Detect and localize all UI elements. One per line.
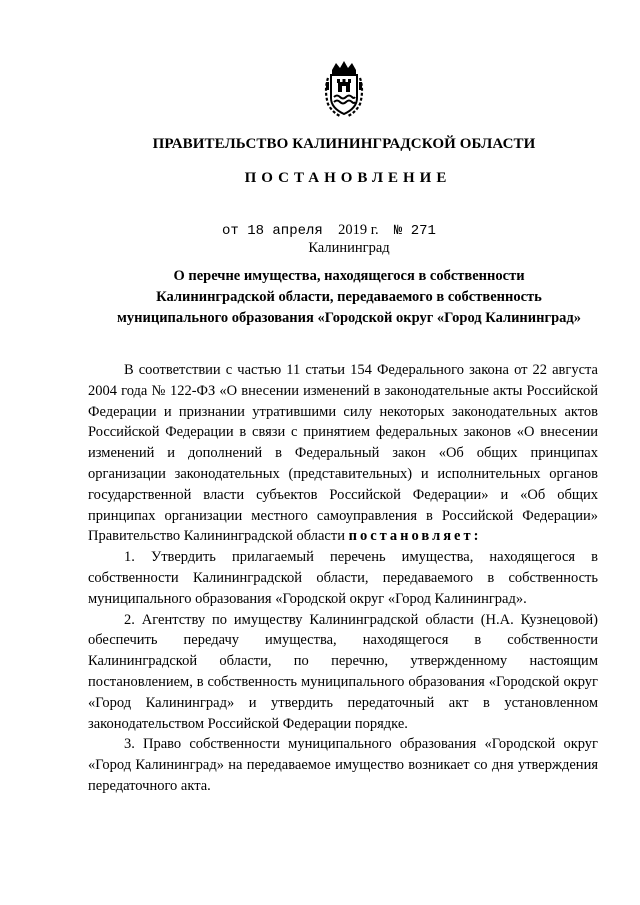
document-city: Калининград (308, 240, 390, 256)
subject-line: О перечне имущества, находящегося в собственности (173, 268, 525, 284)
item-paragraph-1: 1. Утвердить прилагаемый перечень имущества, находящегося в собственности Калининградской области, передаваемого в собственность муниципального образования «Городской округ «Город Калининград». (88, 549, 598, 607)
document-date-number (222, 222, 436, 239)
document-year: 2019 г. (338, 222, 379, 238)
item-paragraph-2: 2. Агентству по имуществу Калининградской области (Н.А. Кузнецовой) обеспечить передачу имущества, находящегося в собственности Калининградской области, по перечню, утвержденному настоящим постановлением, в собственность муниципального образования «Городской округ «Город Калининград» и утвердить передаточный акт в установленном законодательством Российской Федерации порядке. (88, 611, 598, 732)
document-subject (0, 266, 640, 329)
subject-line: Калининградской области, передаваемого в собственность (156, 289, 542, 305)
document-number: № 271 (393, 223, 436, 239)
decree-word: постановляет: (348, 528, 482, 545)
document-body (88, 360, 598, 797)
document-type-heading: ПОСТАНОВЛЕНИЕ (244, 170, 452, 186)
government-title: ПРАВИТЕЛЬСТВО КАЛИНИНГРАДСКОЙ ОБЛАСТИ (152, 136, 536, 152)
preamble-text: В соответствии с частью 11 статьи 154 Федерального закона от 22 августа 2004 года № 122-ФЗ «О внесении изменений в законодательные акты Российской Федерации и признании утратившими силу некоторых законодательных актов Российской Федерации в связи с принятием федеральных законов «О внесении изменений и дополнений в Федеральный закон «Об общих принципах организации законодательных (представительных) и исполнительных органов государственной власти субъектов Российской Федерации» и «Об общих принципах организации местного самоуправления в Российской Федерации» Правительство Калининградской области (88, 362, 598, 545)
preamble-paragraph (88, 360, 598, 547)
item-paragraph-3: 3. Право собственности муниципального образования «Городской округ «Город Калининград» на передаваемое имущество возникает со дня утверждения передаточного акта. (88, 736, 598, 794)
coat-of-arms-icon (318, 60, 370, 118)
subject-line: муниципального образования «Городской округ «Город Калининград» (117, 310, 581, 326)
document-date: от 18 апреля (222, 223, 323, 239)
